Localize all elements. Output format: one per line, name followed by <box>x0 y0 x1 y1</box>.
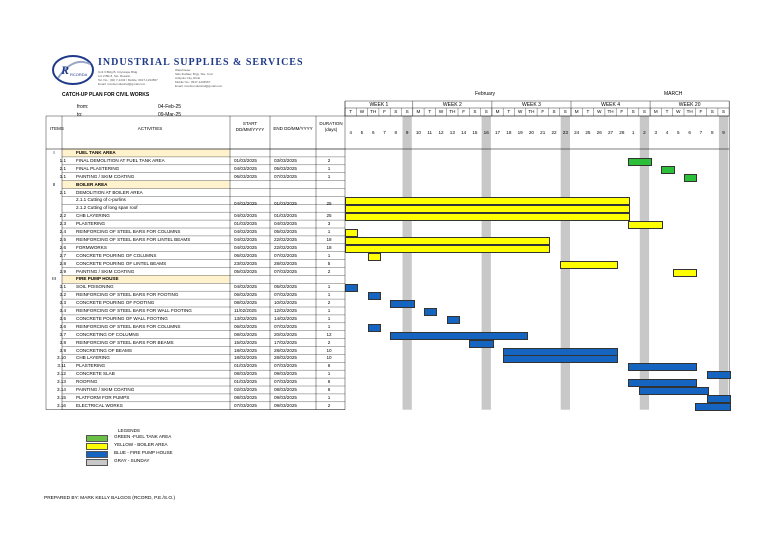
to-value: 09-Mar-25 <box>158 112 182 118</box>
warehouse-address-line: Antipolo City, Rizal <box>175 76 200 80</box>
day-number: 12 <box>438 130 444 135</box>
gantt-bar-blue <box>447 316 460 324</box>
row-item-number: 3.11 <box>57 363 66 369</box>
row-item-number: 3.15 <box>57 394 66 400</box>
row-item-number: 3.16 <box>57 402 66 408</box>
duration-days: 1 <box>327 252 331 258</box>
activity-name: PAINTING / SKIM COATING <box>76 387 135 392</box>
week-label: WEEK 1 <box>369 102 389 108</box>
duration-days: 10 <box>326 355 332 361</box>
day-letter: S <box>552 109 556 114</box>
gantt-bar-blue <box>503 355 618 363</box>
gantt-bar-yellow <box>345 229 358 237</box>
duration-days: 1 <box>327 371 331 377</box>
activity-name: REINFORCING OF STEEL BARS FOR LINTEL BEAMS <box>76 236 191 242</box>
start-date: 01/03/2025 <box>234 363 257 369</box>
duration-days: 25 <box>326 213 332 219</box>
activity-name: REINFORCING OF STEEL BARS FOR WALL FOOTING <box>76 308 192 313</box>
day-letter: F <box>383 109 386 114</box>
company-name: INDUSTRIAL SUPPLIES & SERVICES <box>98 57 304 68</box>
end-date: 09/03/2025 <box>274 402 297 408</box>
day-number: 18 <box>506 130 512 135</box>
start-date: 02/03/2025 <box>234 387 257 392</box>
row-item-number: 2.6 <box>59 244 66 250</box>
row-item-number: III <box>52 276 56 282</box>
office-address-line: Tel. No.: (02) 7-1234 / Mobile: 0917-1234567 <box>98 78 158 82</box>
day-number: 5 <box>360 130 364 135</box>
start-date: 15/02/2025 <box>234 339 257 345</box>
end-date: 17/02/2025 <box>274 339 297 345</box>
activity-name: PAINTING / SKIM COATING <box>76 173 135 179</box>
gantt-bar-yellow <box>345 237 550 245</box>
row-item-number: 2.8 <box>59 260 66 266</box>
start-date: 08/03/2025 <box>234 371 257 377</box>
duration-days: 2 <box>327 402 331 408</box>
end-date: 10/02/2025 <box>274 300 297 306</box>
row-item-number: 3.1 <box>59 173 66 179</box>
duration-days: 1 <box>327 292 331 298</box>
duration-days: 1 <box>327 284 331 290</box>
duration-days: 6 <box>327 379 331 385</box>
duration-days: 25 <box>326 201 332 207</box>
sunday-column <box>482 116 491 410</box>
day-letter: S <box>631 109 635 114</box>
month-march: MARCH <box>664 91 683 97</box>
day-letter: TH <box>607 109 614 114</box>
gantt-bar-yellow <box>345 197 630 205</box>
header-items: ITEMS <box>50 126 64 131</box>
end-date: 08/03/2025 <box>274 387 297 392</box>
end-date: 05/03/2025 <box>274 165 297 171</box>
end-date: 07/02/2025 <box>274 252 297 258</box>
end-date: 28/02/2025 <box>274 347 297 353</box>
end-date: 07/03/2025 <box>274 268 297 274</box>
end-date: 12/02/2025 <box>274 308 297 313</box>
start-date: 08/02/2025 <box>234 331 257 337</box>
office-address-line: Unit 3 Bldg B, Cityscape Bldg. <box>98 70 139 74</box>
start-date: 11/02/2025 <box>234 308 257 313</box>
day-letter: S <box>722 109 726 114</box>
start-date: 18/02/2025 <box>234 347 257 353</box>
gantt-bar-yellow <box>368 253 381 261</box>
row-item-number: 2.9 <box>59 268 66 274</box>
duration-days: 1 <box>327 394 331 400</box>
day-number: 28 <box>619 130 625 135</box>
start-date: 06/02/2025 <box>234 323 257 329</box>
legend-label: GRAY - SUNDAY <box>114 458 150 463</box>
activity-name: CONCRETE POURING OF COLUMNS <box>76 252 157 258</box>
row-item-number: 3.13 <box>57 379 66 385</box>
day-letter: TH <box>370 109 377 114</box>
gantt-bar-yellow <box>345 245 550 253</box>
day-number: 9 <box>722 130 725 135</box>
day-number: 22 <box>551 130 557 135</box>
duration-days: 3 <box>327 221 331 227</box>
warehouse-address-line: Email: rcorda.industrial@gmail.com <box>175 84 223 88</box>
activity-name: FORMWORKS <box>76 244 107 250</box>
activity-name: PLASTERING <box>76 221 106 227</box>
header-duration: DURATION (days) <box>319 121 343 132</box>
start-date: 06/02/2025 <box>234 292 257 298</box>
activity-name: CONCRETING OF BEAMS <box>76 347 132 353</box>
activity-name: REINFORCING OF STEEL BARS FOR COLUMNS <box>76 229 181 234</box>
start-date: 01/03/2025 <box>234 157 257 163</box>
gantt-bar-blue <box>695 403 731 411</box>
start-date: 05/03/2025 <box>234 268 257 274</box>
activity-name: FINAL DEMOLITION AT FUEL TANK AREA <box>76 157 165 163</box>
duration-days: 2 <box>327 300 331 306</box>
day-letter: TH <box>528 109 535 114</box>
end-date: 20/02/2025 <box>274 331 297 337</box>
activity-name: CONCRETE SLAB <box>76 371 115 377</box>
start-date: 08/02/2025 <box>234 300 257 306</box>
start-date: 04/02/2025 <box>234 244 257 250</box>
day-letter: F <box>462 109 466 114</box>
legend-title: LEGENDS <box>118 428 140 433</box>
duration-days: 10 <box>326 347 332 353</box>
warehouse-address-line: Warehouse: <box>175 68 192 72</box>
day-letter: T <box>665 109 669 114</box>
activity-name: PAINTING / SKIM COATING <box>76 268 135 274</box>
duration-days: 6 <box>327 363 331 369</box>
end-date: 14/02/2025 <box>274 315 297 321</box>
activity-name: CONCRETE POURING OF LINTEL BEAMS <box>76 260 167 266</box>
row-item-number: 3.4 <box>59 308 66 313</box>
activity-name: CHB LAYERING <box>76 355 110 361</box>
start-date: 13/02/2025 <box>234 315 257 321</box>
duration-days: 1 <box>327 315 331 321</box>
day-number: 4 <box>349 130 352 135</box>
day-letter: S <box>473 109 477 114</box>
gantt-bar-blue <box>707 395 732 403</box>
gantt-bar-yellow <box>345 205 630 213</box>
day-letter: S <box>642 109 646 114</box>
legend-label: GREEN -FUEL TANK AREA <box>114 434 172 439</box>
plan-title: CATCH-UP PLAN FOR CIVIL WORKS <box>62 92 150 98</box>
duration-days: 18 <box>326 244 332 250</box>
row-item-number: 2.7 <box>59 252 66 258</box>
week-label: WEEK 20 <box>678 102 701 108</box>
legend-label: YELLOW - BOILER AREA <box>114 442 168 447</box>
start-date: 04/02/2025 <box>234 236 257 242</box>
day-number: 7 <box>699 130 703 135</box>
day-number: 26 <box>596 130 602 135</box>
row-item-number: 2.2 <box>59 213 66 219</box>
legend-swatch <box>86 443 108 450</box>
day-letter: M <box>574 109 579 114</box>
start-date: 04/02/2025 <box>234 284 257 290</box>
day-letter: S <box>710 109 714 114</box>
day-number: 5 <box>677 130 680 135</box>
activity-name: REINFORCING OF STEEL BARS FOR BEAMS <box>76 339 174 345</box>
duration-days: 2 <box>327 157 331 163</box>
warehouse-address-line: Sitio Ibabaw, Brgy. Sta. Cruz <box>175 72 213 76</box>
activity-name: PLATFORM FOR PUMPS <box>76 394 130 400</box>
gantt-bar-blue <box>368 292 381 300</box>
gantt-bar-blue <box>628 379 698 387</box>
gantt-bar-green <box>684 174 697 182</box>
day-number: 4 <box>665 130 669 135</box>
duration-days: 1 <box>327 173 331 179</box>
row-item-number: 3.1 <box>59 284 66 290</box>
duration-days: 6 <box>327 387 331 392</box>
end-date: 01/03/2025 <box>274 201 297 207</box>
day-letter: T <box>507 109 511 114</box>
day-letter: W <box>676 109 681 114</box>
gantt-bar-blue <box>639 387 709 395</box>
start-date: 23/02/2025 <box>234 260 257 266</box>
gantt-bar-green <box>661 166 674 174</box>
day-letter: TH <box>686 109 693 114</box>
duration-days: 1 <box>327 323 331 329</box>
legend-swatch <box>86 435 108 442</box>
legend-label: BLUE - FIRE PUMP HOUSE <box>114 450 173 455</box>
day-number: 7 <box>383 130 386 135</box>
day-letter: T <box>428 109 432 114</box>
warehouse-address-line: Mobile No.: 0917-1234567 <box>175 80 211 84</box>
week-label: WEEK 4 <box>601 102 620 108</box>
day-number: 8 <box>394 130 398 135</box>
start-date: 01/03/2025 <box>234 221 257 227</box>
row-item-number: 2.3 <box>59 221 66 227</box>
week-label: WEEK 2 <box>442 102 462 108</box>
gantt-bar-yellow <box>628 221 664 229</box>
start-date: 06/02/2025 <box>234 252 257 258</box>
day-letter: M <box>653 109 658 114</box>
start-date: 07/03/2025 <box>234 402 257 408</box>
row-item-number: 1.1 <box>59 157 66 163</box>
activity-name: CONCRETE POURING OF FOOTING <box>76 300 155 306</box>
gantt-bar-blue <box>707 371 732 379</box>
day-number: 8 <box>710 130 714 135</box>
start-date: 06/03/2025 <box>234 173 257 179</box>
month-february: February <box>475 91 496 97</box>
activity-name: 2.1.1 Cutting of c-purlins <box>76 197 126 203</box>
activity-name: FINAL PLASTERING <box>76 165 120 171</box>
gantt-bar-blue <box>345 284 358 292</box>
duration-days: 1 <box>327 229 331 234</box>
activity-name: DEMOLITION AT BOILER AREA <box>76 189 143 195</box>
day-letter: S <box>484 109 488 114</box>
gantt-bar-green <box>628 158 653 166</box>
legend-swatch <box>86 451 108 458</box>
day-number: 14 <box>461 130 467 135</box>
office-address-line: Lot 2 Blk 8, Sto. Rosario <box>98 74 131 78</box>
activity-name: PLASTERING <box>76 363 106 369</box>
day-number: 24 <box>574 130 580 135</box>
activity-name: CONCRETING OF COLUMNS <box>76 331 139 337</box>
row-item-number: I <box>53 150 55 155</box>
end-date: 07/02/2025 <box>274 292 297 298</box>
svg-text:R: R <box>61 63 70 77</box>
activity-name: CHB LAYERING <box>76 213 110 219</box>
gantt-bar-yellow <box>345 213 630 221</box>
activity-name: REINFORCING OF STEEL BARS FOR COLUMNS <box>76 323 181 329</box>
week-label: WEEK 3 <box>521 102 541 108</box>
end-date: 09/03/2025 <box>274 394 297 400</box>
row-item-number: 2.1 <box>59 189 66 195</box>
row-item-number: 3.12 <box>57 371 66 377</box>
day-number: 17 <box>494 130 501 135</box>
office-address-line: Email: rcorda.industrial@gmail.com <box>98 82 146 86</box>
section-title: FIRE PUMP HOUSE <box>76 276 119 282</box>
duration-days: 12 <box>326 331 332 337</box>
row-item-number: 3.10 <box>57 355 66 361</box>
row-item-number: 3.14 <box>57 387 66 392</box>
start-date: 18/02/2025 <box>234 355 257 361</box>
row-item-number: II <box>52 181 56 187</box>
row-item-number: 3.8 <box>59 339 66 345</box>
to-label: to: <box>77 112 83 118</box>
activity-name: ROOFING <box>76 379 98 385</box>
sunday-column <box>403 116 412 410</box>
day-number: 9 <box>405 130 409 135</box>
row-item-number: 3.3 <box>59 300 66 306</box>
day-letter: S <box>394 109 398 114</box>
activity-name: REINFORCING OF STEEL BARS FOR FOOTING <box>76 292 179 298</box>
gantt-bar-blue <box>628 363 698 371</box>
row-item-number: 2.5 <box>59 236 66 242</box>
duration-days: 1 <box>327 308 331 313</box>
day-letter: W <box>517 109 523 114</box>
day-number: 2 <box>643 130 646 135</box>
day-number: 6 <box>371 130 375 135</box>
gantt-bar-blue <box>469 340 494 348</box>
day-number: 19 <box>517 130 523 135</box>
from-label: from: <box>77 104 89 110</box>
end-date: 28/02/2025 <box>274 260 297 266</box>
day-number: 3 <box>654 130 658 135</box>
day-number: 15 <box>472 130 478 135</box>
gantt-bar-yellow <box>560 261 619 269</box>
day-letter: S <box>563 109 567 114</box>
section-title: FUEL TANK AREA <box>76 150 116 155</box>
day-number: 27 <box>607 130 614 135</box>
start-date: 04/02/2025 <box>234 213 257 219</box>
day-number: 13 <box>449 130 455 135</box>
end-date: 07/03/2025 <box>274 379 297 385</box>
row-item-number: 3.7 <box>59 331 66 337</box>
gantt-bar-blue <box>503 348 618 356</box>
day-letter: F <box>620 109 624 114</box>
activity-name: ELECTRICAL WORKS <box>76 402 123 408</box>
row-item-number: 3.9 <box>59 347 66 353</box>
row-item-number: 3.2 <box>59 292 66 298</box>
from-value: 04-Feb-25 <box>158 104 182 110</box>
day-number: 11 <box>427 130 433 135</box>
header-end: END DD/MM/YYYY <box>273 126 313 131</box>
end-date: 05/02/2025 <box>274 284 297 290</box>
end-date: 09/03/2025 <box>274 371 297 377</box>
end-date: 03/03/2025 <box>274 157 297 163</box>
start-date: 04/02/2025 <box>234 229 257 234</box>
prepared-by: PREPARED BY: MARK KELLY BALGOS (RCORD, P.E./S.O.) <box>44 496 176 501</box>
activity-name: SOIL POISONING <box>76 284 114 290</box>
day-letter: T <box>586 109 590 114</box>
section-title: BOILER AREA <box>76 181 108 187</box>
day-number: 10 <box>415 130 421 135</box>
end-date: 07/03/2025 <box>274 173 297 179</box>
header-activities: ACTIVITIES <box>137 126 163 131</box>
start-date: 04/03/2025 <box>234 165 257 171</box>
row-item-number: 3.5 <box>59 315 66 321</box>
day-number: 16 <box>483 130 489 135</box>
day-letter: M <box>416 109 421 114</box>
end-date: 28/02/2025 <box>274 355 297 361</box>
day-number: 25 <box>585 130 591 135</box>
day-letter: F <box>699 109 703 114</box>
activity-name: 2.1.2 Cutting of long span roof <box>76 205 138 211</box>
duration-days: 18 <box>326 236 332 242</box>
day-letter: TH <box>449 109 456 114</box>
duration-days: 1 <box>327 165 331 171</box>
day-number: 1 <box>631 130 635 135</box>
day-number: 23 <box>562 130 568 135</box>
end-date: 07/03/2025 <box>274 363 297 369</box>
duration-days: 2 <box>327 339 331 345</box>
day-letter: M <box>495 109 500 114</box>
day-number: 20 <box>528 130 534 135</box>
end-date: 22/02/2025 <box>274 244 297 250</box>
end-date: 07/02/2025 <box>274 323 297 329</box>
gantt-bar-blue <box>368 324 381 332</box>
legend-swatch <box>86 459 108 466</box>
end-date: 01/03/2025 <box>274 213 297 219</box>
gantt-bar-blue <box>424 308 437 316</box>
start-date: 08/03/2025 <box>234 394 257 400</box>
sunday-column <box>719 116 728 410</box>
gantt-bar-blue <box>390 332 528 340</box>
day-letter: T <box>349 109 353 114</box>
end-date: 04/03/2025 <box>274 221 297 227</box>
row-item-number: 2.4 <box>59 229 66 234</box>
end-date: 22/02/2025 <box>274 236 297 242</box>
day-letter: F <box>541 109 545 114</box>
day-number: 21 <box>540 130 546 135</box>
header-start: START DD/MM/YYYY <box>235 121 265 132</box>
activity-name: CONCRETE POURING OF WALL FOOTING <box>76 315 168 321</box>
row-item-number: 3.6 <box>59 323 66 329</box>
gantt-bar-yellow <box>673 269 698 277</box>
row-item-number: 2.1 <box>59 165 66 171</box>
svg-text:RCORDA: RCORDA <box>70 72 88 77</box>
day-letter: W <box>597 109 602 114</box>
day-number: 6 <box>688 130 691 135</box>
day-letter: W <box>359 109 365 114</box>
start-date: 04/02/2025 <box>234 201 257 207</box>
duration-days: 5 <box>327 260 331 266</box>
gantt-bar-blue <box>390 300 415 308</box>
day-letter: S <box>405 109 409 114</box>
start-date: 01/03/2025 <box>234 379 257 385</box>
end-date: 05/02/2025 <box>274 229 297 234</box>
day-letter: W <box>438 109 444 114</box>
duration-days: 2 <box>327 268 331 274</box>
